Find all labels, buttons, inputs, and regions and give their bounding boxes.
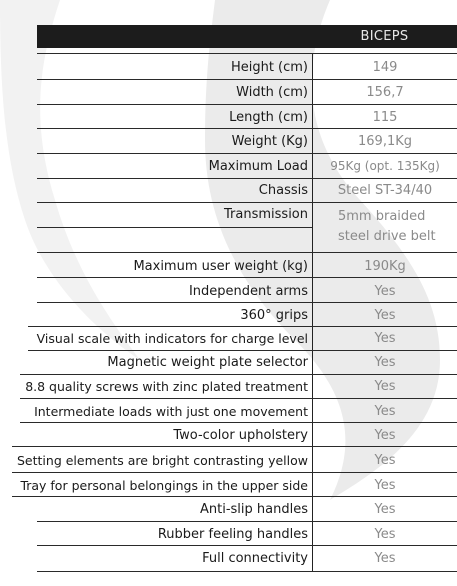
row-value: Yes <box>374 284 396 299</box>
row-rule <box>37 53 457 54</box>
row-rule <box>28 326 457 327</box>
row-rule <box>37 545 457 546</box>
row-label: 360° grips <box>240 308 308 323</box>
row-value: Yes <box>374 404 396 419</box>
row-rule <box>20 374 457 375</box>
row-label: Setting elements are bright contrasting yellow <box>17 453 308 468</box>
row-value: Yes <box>374 379 396 394</box>
row-label: Chassis <box>258 183 308 198</box>
row-value: Yes <box>374 478 396 493</box>
row-label: Rubber feeling handles <box>157 527 308 542</box>
row-label: Two-color upholstery <box>173 428 308 443</box>
row-label: Anti-slip handles <box>200 502 308 517</box>
row-value: Yes <box>374 355 396 370</box>
row-label: Length (cm) <box>229 110 308 125</box>
row-label: Tray for personal belongings in the upper side <box>20 478 308 493</box>
row-rule <box>12 496 457 497</box>
row-rule <box>37 104 457 105</box>
row-label: Width (cm) <box>236 85 308 100</box>
row-label: Transmission <box>224 207 308 222</box>
row-value: Yes <box>374 551 396 566</box>
row-value: Yes <box>374 527 396 542</box>
row-rule <box>20 398 457 399</box>
row-value: Yes <box>374 428 396 443</box>
row-label: Maximum Load <box>208 159 308 174</box>
row-label: Height (cm) <box>230 60 308 75</box>
row-rule <box>20 422 457 423</box>
row-rule <box>37 153 457 154</box>
row-rule <box>37 79 457 80</box>
row-value: 115 <box>372 110 398 125</box>
row-value: Yes <box>374 308 396 323</box>
row-value: 169,1Kg <box>358 134 412 149</box>
row-rule <box>37 571 457 572</box>
row-label: Intermediate loads with just one movement <box>34 404 308 419</box>
product-column-header: BICEPS <box>360 29 409 44</box>
row-label: Weight (Kg) <box>231 134 308 149</box>
row-rule <box>12 472 457 473</box>
row-label: Magnetic weight plate selector <box>107 355 308 370</box>
row-rule <box>37 252 457 253</box>
row-rule <box>28 350 457 351</box>
row-value: Yes <box>374 331 396 346</box>
row-value: 5mm braided steel drive belt <box>338 209 436 244</box>
row-label: Visual scale with indicators for charge level <box>36 331 308 346</box>
row-rule <box>37 302 457 303</box>
row-rule <box>37 277 457 278</box>
row-rule <box>37 521 457 522</box>
row-value: 190Kg <box>364 259 406 274</box>
row-value: Steel ST-34/40 <box>337 183 433 198</box>
row-rule <box>37 128 457 129</box>
row-label: Full connectivity <box>202 551 308 566</box>
row-value: Yes <box>374 453 396 468</box>
row-label: 8.8 quality screws with zinc plated treatment <box>25 379 308 394</box>
row-rule <box>37 178 457 179</box>
row-rule <box>37 202 457 203</box>
row-value: 149 <box>372 60 398 75</box>
row-label: Independent arms <box>188 284 308 299</box>
row-rule <box>12 446 457 447</box>
row-rule <box>37 227 312 228</box>
row-value: 156,7 <box>366 85 404 100</box>
row-value: Yes <box>374 502 396 517</box>
row-value: 95Kg (opt. 135Kg) <box>330 159 440 173</box>
row-label: Maximum user weight (kg) <box>133 259 308 274</box>
